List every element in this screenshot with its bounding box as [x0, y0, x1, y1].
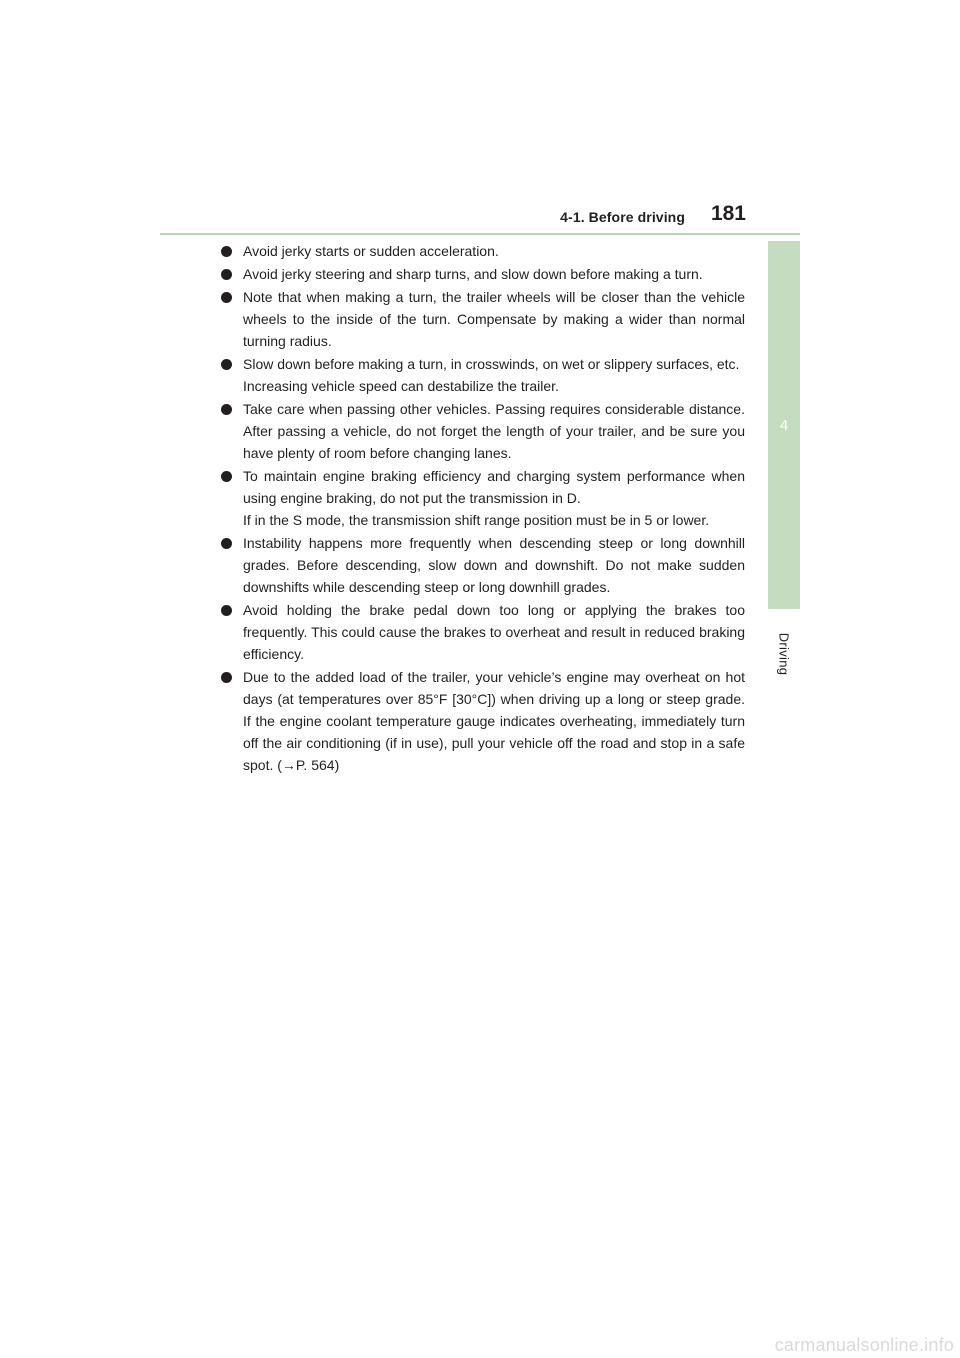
bullet-dot-icon [221, 246, 232, 257]
watermark[interactable]: carmanualsonline.info [774, 1335, 954, 1355]
bullet-item [221, 465, 745, 531]
bullet-text: Due to the added load of the trailer, your vehicle’s engine may overheat on hot days (at temperatures over 85°F [30°C]) when driving up a long or steep grade. If the engine coolant temperature gauge indicates overheating, immediately turn off the air conditioning (if in use), pull your vehicle off the road and stop in a safe spot. (→P. 564) [243, 669, 745, 773]
bullet-item [221, 666, 745, 776]
bullet-dot-icon [221, 672, 232, 683]
bullet-text: Avoid holding the brake pedal down too long or applying the brakes too frequently. This could cause the brakes to overheat and result in reduced braking efficiency. [243, 602, 745, 662]
bullet-item [221, 398, 745, 464]
bullet-dot-icon [221, 605, 232, 616]
bullet-item [221, 599, 745, 665]
bullet-text: Avoid jerky starts or sudden acceleration. [243, 243, 499, 259]
bullet-item [221, 286, 745, 352]
chapter-label: Driving [776, 632, 792, 676]
bullet-text: Take care when passing other vehicles. Passing requires considerable distance. After passing a vehicle, do not forget the length of your trailer, and be sure you have plenty of room before changing lanes. [243, 401, 745, 461]
bullet-dot-icon [221, 404, 232, 415]
bullet-item [221, 263, 745, 285]
bullet-text: Note that when making a turn, the trailer wheels will be closer than the vehicle wheels to the inside of the turn. Compensate by making a wider than normal turning radius. [243, 289, 745, 349]
bullet-dot-icon [221, 359, 232, 370]
bullet-dot-icon [221, 269, 232, 280]
header-divider [160, 233, 800, 235]
bullet-text: Instability happens more frequently when descending steep or long downhill grades. Before descending, slow down and downshift. Do not make sudden downshifts while descending steep or long downhill grades. [243, 535, 745, 595]
bullet-dot-icon [221, 471, 232, 482]
bullet-item [221, 532, 745, 598]
section-title: 4-1. Before driving [560, 209, 685, 225]
bullet-subtext: Increasing vehicle speed can destabilize the trailer. [243, 378, 559, 394]
bullet-text: Slow down before making a turn, in crosswinds, on wet or slippery surfaces, etc. [243, 356, 740, 372]
bullet-item [221, 240, 745, 262]
bullet-text: Avoid jerky steering and sharp turns, and slow down before making a turn. [243, 266, 703, 282]
page-number: 181 [710, 202, 746, 225]
bullet-dot-icon [221, 292, 232, 303]
bullet-dot-icon [221, 538, 232, 549]
bullet-item [221, 353, 745, 397]
chapter-tab [768, 241, 800, 609]
bullet-subtext: If in the S mode, the transmission shift range position must be in 5 or lower. [243, 512, 710, 528]
bullet-list [221, 240, 745, 777]
bullet-text: To maintain engine braking efficiency and charging system performance when using engine braking, do not put the transmission in D. [243, 468, 745, 506]
chapter-number: 4 [779, 416, 789, 434]
